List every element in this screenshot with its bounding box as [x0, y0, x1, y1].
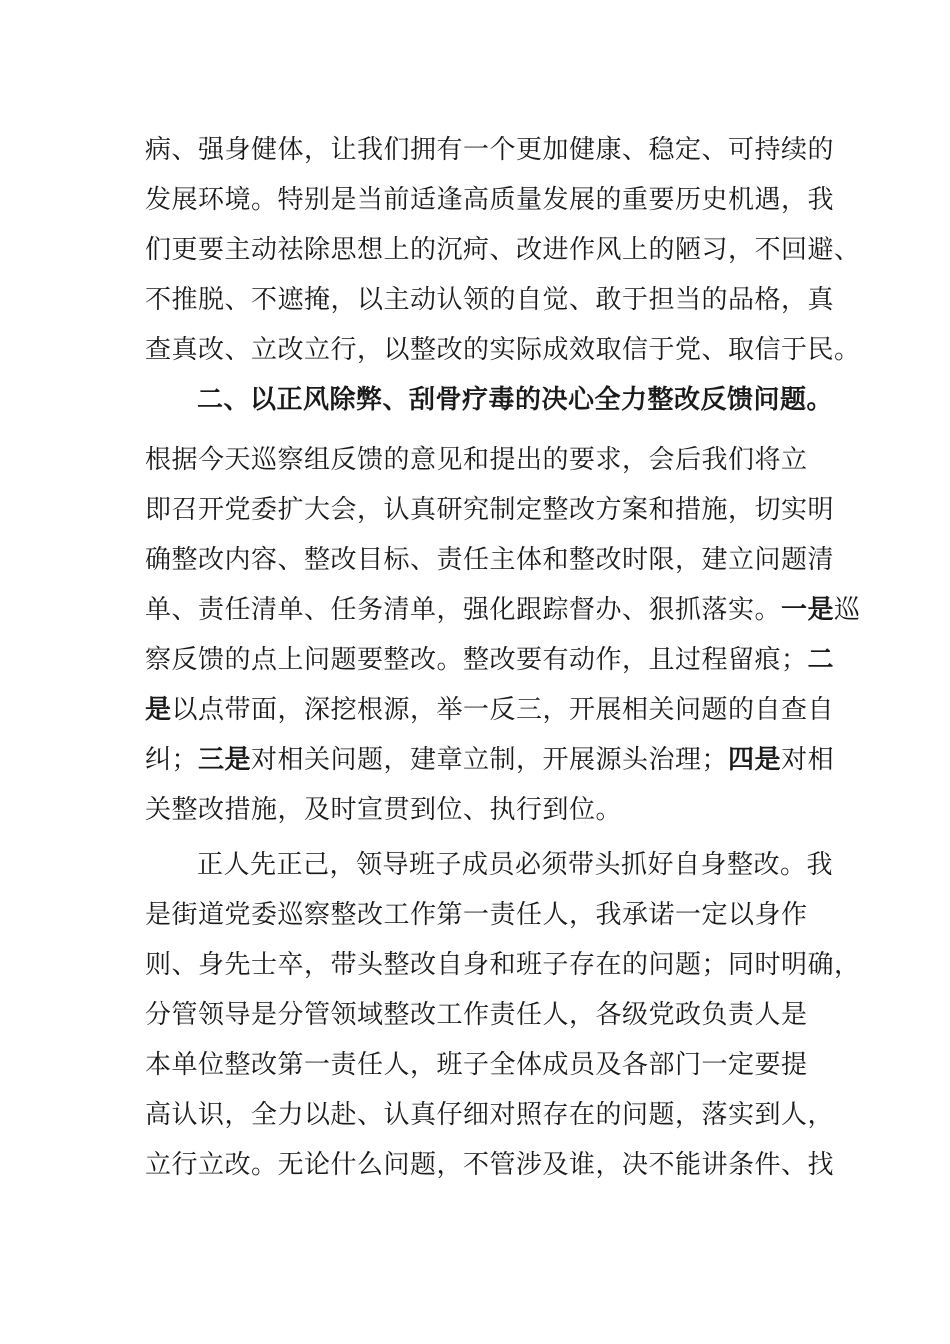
paragraph-line: 病、强身健体，让我们拥有一个更加健康、稳定、可持续的	[145, 135, 835, 165]
enumeration-marker: 二	[807, 645, 835, 675]
paragraph-line: 即召开党委扩大会，认真研究制定整改方案和措施，切实明	[145, 495, 835, 525]
paragraph-line	[145, 635, 834, 685]
line-text: 察反馈的点上问题要整改。整改要有动作，且过程留痕；	[145, 645, 808, 675]
paragraph-line: 正人先正己，领导班子成员必须带头抓好自身整改。我	[197, 850, 834, 880]
line-text: 纠；	[145, 745, 199, 775]
paragraph-line	[145, 735, 834, 785]
paragraph-line: 根据今天巡察组反馈的意见和提出的要求，会后我们将立	[145, 445, 808, 475]
paragraph-line: 确整改内容、整改目标、责任主体和整改时限，建立问题清	[145, 545, 835, 575]
paragraph-line	[145, 685, 834, 735]
enumeration-marker: 是	[145, 695, 172, 725]
paragraph-line: 发展环境。特别是当前适逢高质量发展的重要历史机遇，我	[145, 185, 835, 215]
enumeration-marker: 四是	[728, 745, 782, 775]
line-text: 以点带面，深挖根源，举一反三，开展相关问题的自查自	[171, 695, 835, 725]
line-text: 巡	[834, 595, 861, 625]
paragraph-line: 立行立改。无论什么问题，不管涉及谁，决不能讲条件、找	[145, 1150, 835, 1180]
enumeration-marker: 一是	[781, 595, 835, 625]
paragraph-line: 高认识，全力以赴、认真仔细对照存在的问题，落实到人，	[145, 1100, 835, 1130]
paragraph-line	[145, 585, 861, 635]
section-heading: 二、以正风除弊、刮骨疗毒的决心全力整改反馈问题。	[197, 385, 834, 415]
line-text: 对相关问题，建章立制，开展源头治理；	[251, 745, 729, 775]
paragraph-line: 则、身先士卒，带头整改自身和班子存在的问题；同时明确，	[145, 950, 861, 980]
enumeration-marker: 三是	[198, 745, 252, 775]
paragraph-line: 本单位整改第一责任人，班子全体成员及各部门一定要提	[145, 1050, 808, 1080]
paragraph-line: 们更要主动祛除思想上的沉疴、改进作风上的陋习，不回避、	[145, 235, 861, 265]
line-text: 对相	[781, 745, 835, 775]
paragraph-line: 分管领导是分管领域整改工作责任人，各级党政负责人是	[145, 1000, 808, 1030]
line-text: 单、责任清单、任务清单，强化跟踪督办、狠抓落实。	[145, 595, 782, 625]
paragraph-line: 是街道党委巡察整改工作第一责任人，我承诺一定以身作	[145, 900, 808, 930]
paragraph-line: 关整改措施，及时宣贯到位、执行到位。	[145, 795, 623, 825]
paragraph-line: 查真改、立改立行，以整改的实际成效取信于党、取信于民。	[145, 335, 861, 365]
paragraph-line: 不推脱、不遮掩，以主动认领的自觉、敢于担当的品格，真	[145, 285, 835, 315]
